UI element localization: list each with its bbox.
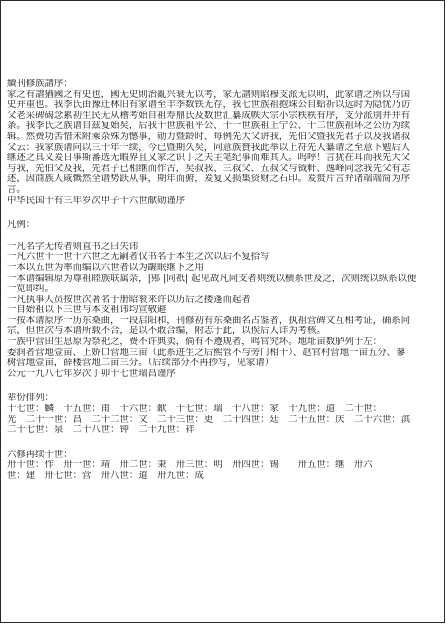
rule-item: 一自始祖以下三世与本支祖讳均宣敬避 — [7, 305, 167, 316]
preface-heading: 續刊修族譜序： — [7, 79, 73, 89]
rule-item: 一凡执事人员按世次著名于册昭衮来许以历后之搂蓬而起者 — [7, 294, 251, 305]
rule-item: 一族中营田生息原为祭祀之，费不许典卖，倘有不遵规者，鸣官究坏。地址亩数胪列于左： — [7, 337, 383, 348]
rule-item: 一凡六世十一世十六世之无嗣者仅书名于本生之次以后不复拾写 — [7, 252, 270, 263]
generations-section — [7, 393, 439, 435]
preface-signature: 中华民国十有三年岁次甲子十六世献勋谨序 — [7, 195, 186, 206]
extension-line: 卅十世：作 卅一世：靖 卅二世：秉 卅三世：明 卅四世：锡 卅五世：继 卅六 — [7, 460, 373, 471]
rules-signature: 公元一九八七年岁次丁卯十七世瑞昌谨序 — [7, 368, 176, 379]
generation-line: 光 二十一世：昌 二十二世：文 二十三世：更 二十四世：廷 二十五世：庆 二十六世：淇 — [7, 414, 411, 425]
extension-line: 世：建 卅七世：营 卅八世：道 卅九世：成 — [7, 471, 204, 481]
preface-line: 史并重也。我李氏由豫迁林旧有家谱至丰季数铁无存，我七世族祖抱珠公自蛤祈以远时为隐忧乃访 — [7, 100, 411, 111]
extension-section — [7, 450, 439, 482]
preface-section — [7, 79, 439, 206]
preface-line: 述，因商族人咸慨然全谱势跃从事，期年而俯，爰复又损集资财之石印。爰赘片言弁诸端端简为序 — [7, 174, 411, 185]
generation-line: 十七世：麟 十五世：甫 十六世：献 十七世：瑞 十八世：家 十九世：道 二十世： — [7, 404, 383, 415]
preface-line: 条。我李氏之族谱自兹复始矣，后我十世族祖平公、十一世族祖上宁公、十二世族祖环之公历为续 — [7, 121, 411, 132]
extension-heading: 六修再续十世： — [7, 449, 73, 460]
rule-item: 一览即纠。 — [7, 284, 54, 295]
rule-item: 一本谱编辑原为尊祖睦族联属亲，|鄍 |同祇| 起见故凡同支者则统以横系世及之，次则统以纵系以便 — [7, 273, 417, 284]
preface-line: 与我，先伯父及我，先君子已相继而作古，矣叔我、三叔父、五叔父与钺軒、逸峰同念我先父有志 — [7, 163, 411, 174]
rule-item: 委润者营地壹亩、上娇口营地三亩（此系进生之后熙管不与旁门相干）、赵官村营地一亩五分、蓼 — [7, 347, 406, 358]
preface-line: 继述之具义爰日事斯蕃选无暇界且又家之识丁之夫主笔纪事而难其人。呜呼！言犹在耳而我先大父 — [7, 153, 411, 164]
generation-line: 二十七世：泉 二十八世：钟 二十九世：祥 — [7, 425, 195, 436]
rule-item: 一本以五世为率而编以六世者以为龌眠继下之用 — [7, 262, 204, 273]
rule-item: 一凡名字无传者则直书之曰失讳 — [7, 241, 139, 252]
rules-section — [7, 220, 439, 379]
rule-item: 宗，但世次与本谱所载不合，是以不敢合编，附志于此，以俟后人详为考核。 — [7, 326, 326, 337]
rule-item: 一按本谱原序一历东桑曲，一段启阳和，刊修初有东桑曲名占鉴者，执祖营碑文互相考证，确系同 — [7, 315, 411, 326]
rule-item: 树营地壹亩，薛楼营地二亩三分。（后续部分不再抄写，见家谱） — [7, 358, 275, 369]
preface-line: 言。 — [7, 184, 26, 195]
preface-line: 辑。然费功苦惜未附乘杂殊为憾事，勋力暨龄时、每例先大父讲我，先伯父暨我先君子以及我诸叔 — [7, 131, 411, 142]
rules-heading: 凡例： — [7, 220, 36, 231]
generations-heading: 辈份排列： — [7, 393, 54, 404]
preface-line: 父老采碑碣念累初生民无从稽考始自祖寿鼎氏及数世汇纂成帙大宗小宗秩秩有序，支分派別井井有 — [7, 110, 411, 121]
preface-line: 父云：我家族谱向以三十年一续，今已暨期久矣，同意族贊我此举以上符先人纂谱之至意下勉后人 — [7, 142, 411, 153]
preface-line: 家之有譜猶國之有史也，國无史則治亂兴衰无以考，家无譜则昭穆支派无以明，此家谱之所以与国 — [7, 89, 411, 100]
